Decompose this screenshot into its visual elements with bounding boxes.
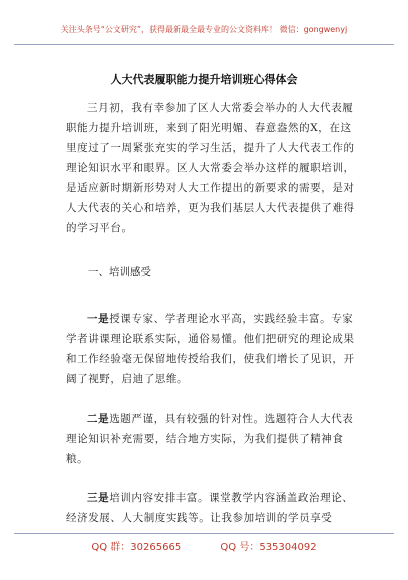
point-text-3: 培训内容安排丰富。课堂教学内容涵盖政治理论、经济发展、人大制度实践等。让我参加培训的学员享受 [66,491,354,524]
footer-qq-group: QQ 群：30265665 [91,542,182,553]
intro-paragraph: 三月初，我有幸参加了区人大常委会举办的人大代表履职能力提升培训班，来到了阳光明媚、春意盎然的X，在这里度过了一周紧张充实的学习生活，提升了人大代表工作的理论知识水平和眼界。区人大常委会举办这样的履职培训，是适应新时期新形势对人大工作提出的新要求的需要，是对人大代表的关心和培养，更为我们基层人大代表提供了难得的学习平台。 [66,102,355,234]
section-heading: 一、培训感受 [88,266,151,278]
intro-paragraph-container [66,98,356,238]
point-lead-3: 三是 [87,491,110,504]
promo-banner: 关注头条号“公文研究”，获得最新最全最专业的公文资料库！ 微信：gongwenyj [60,25,348,34]
header-divider [14,44,394,45]
point-text-2: 选题严谨，具有较强的针对性。选题符合人大代表理论知识补充需要，结合地方实际，为我们提供了精神食粮。 [66,412,354,465]
point-text-1: 授课专家、学者理论水平高，实践经验丰富。专家学者讲课理论联系实际，通俗易懂。他们把研究的理论成果和工作经验毫无保留地传授给我们，使我们增长了见识，开阔了视野，启迪了思维。 [66,312,355,385]
point-paragraph-3 [66,488,356,528]
point-paragraph-1 [66,309,356,389]
document-title: 人大代表履职能力提升培训班心得体会 [110,73,298,86]
point-lead-2: 二是 [87,412,110,425]
footer [0,538,408,553]
point-lead-1: 一是 [87,312,110,325]
point-paragraph-2 [66,409,356,469]
footer-divider [14,533,394,534]
footer-qq-number: QQ 号：535304092 [220,542,317,553]
